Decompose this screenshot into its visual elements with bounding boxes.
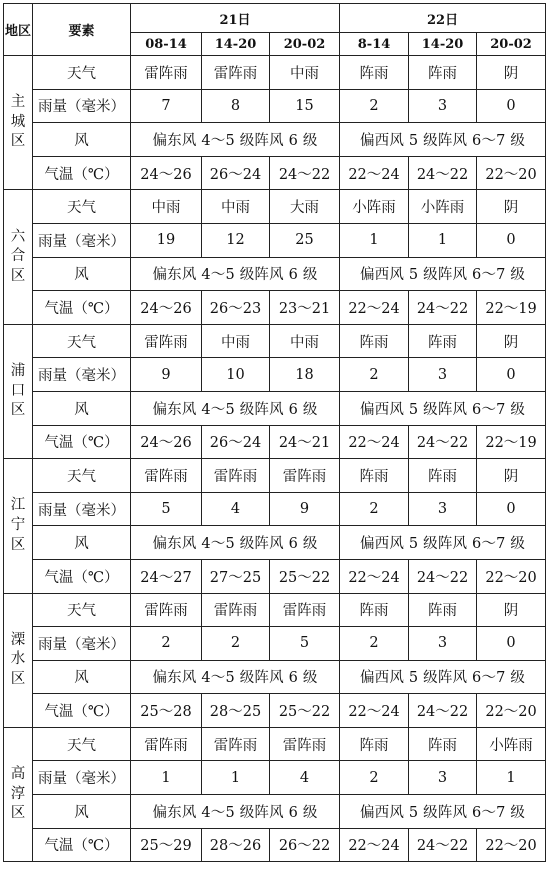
period-header: 20-02 [270, 33, 340, 56]
element-label-rain: 雨量（毫米） [33, 492, 131, 526]
period-header: 08-14 [131, 33, 202, 56]
element-label-temp: 气温（℃） [33, 156, 131, 190]
temp-cell: 24～22 [409, 291, 477, 325]
temp-cell: 22～20 [477, 559, 546, 593]
temp-cell: 22～24 [340, 694, 409, 728]
temp-row [4, 559, 546, 593]
element-label-temp: 气温（℃） [33, 694, 131, 728]
weather-cell: 雷阵雨 [131, 593, 202, 627]
weather-cell: 雷阵雨 [202, 593, 270, 627]
region-name-char: 宁 [10, 517, 26, 534]
temp-row [4, 156, 546, 190]
element-label-wind: 风 [33, 795, 131, 829]
weather-cell: 中雨 [202, 190, 270, 224]
element-label-temp: 气温（℃） [33, 828, 131, 862]
element-label-wind: 风 [33, 123, 131, 157]
weather-cell: 阴 [477, 56, 546, 90]
weather-cell: 雷阵雨 [131, 727, 202, 761]
temp-cell: 28～25 [202, 694, 270, 728]
temp-cell: 24～22 [270, 156, 340, 190]
weather-row [4, 593, 546, 627]
weather-cell: 阴 [477, 459, 546, 493]
element-label-weather: 天气 [33, 56, 131, 90]
temp-cell: 26～24 [202, 425, 270, 459]
temp-row [4, 694, 546, 728]
region-name [4, 190, 33, 324]
temp-row [4, 828, 546, 862]
temp-row [4, 291, 546, 325]
rain-cell: 4 [202, 492, 270, 526]
wind-cell-day22: 偏西风 5 级阵风 6～7 级 [340, 526, 546, 560]
element-label-weather: 天气 [33, 459, 131, 493]
region-name-char: 口 [10, 382, 26, 399]
temp-cell: 24～26 [131, 156, 202, 190]
weather-cell: 大雨 [270, 190, 340, 224]
weather-cell: 小阵雨 [409, 190, 477, 224]
element-label-rain: 雨量（毫米） [33, 223, 131, 257]
weather-cell: 雷阵雨 [202, 727, 270, 761]
region-name-char: 江 [10, 497, 26, 514]
weather-cell: 阵雨 [409, 459, 477, 493]
temp-cell: 24～22 [409, 694, 477, 728]
rain-cell: 1 [409, 223, 477, 257]
temp-cell: 22～20 [477, 828, 546, 862]
weather-cell: 中雨 [131, 190, 202, 224]
temp-cell: 24～26 [131, 291, 202, 325]
period-header: 14-20 [202, 33, 270, 56]
temp-cell: 27～25 [202, 559, 270, 593]
weather-cell: 阵雨 [409, 727, 477, 761]
region-name-char: 合 [10, 248, 26, 265]
weather-cell: 雷阵雨 [270, 459, 340, 493]
weather-cell: 小阵雨 [340, 190, 409, 224]
weather-cell: 阵雨 [409, 324, 477, 358]
element-label-rain: 雨量（毫米） [33, 761, 131, 795]
rain-row [4, 223, 546, 257]
region-name [4, 459, 33, 593]
weather-cell: 阵雨 [340, 56, 409, 90]
weather-row [4, 56, 546, 90]
region-name [4, 593, 33, 727]
weather-cell: 阴 [477, 593, 546, 627]
wind-cell-day22: 偏西风 5 级阵风 6～7 级 [340, 660, 546, 694]
region-name-char: 淳 [10, 785, 26, 802]
rain-cell: 4 [270, 761, 340, 795]
wind-row [4, 526, 546, 560]
region-name-text [4, 362, 32, 421]
weather-cell: 雷阵雨 [202, 56, 270, 90]
rain-cell: 3 [409, 492, 477, 526]
rain-cell: 2 [340, 627, 409, 661]
region-name-text [4, 765, 32, 824]
wind-row [4, 257, 546, 291]
element-label-rain: 雨量（毫米） [33, 89, 131, 123]
region-name-text [4, 93, 32, 152]
rain-cell: 0 [477, 627, 546, 661]
weather-cell: 小阵雨 [477, 727, 546, 761]
forecast-table [3, 3, 546, 862]
temp-cell: 24～26 [131, 425, 202, 459]
weather-cell: 雷阵雨 [131, 324, 202, 358]
region-name-text [4, 631, 32, 690]
region-name-char: 区 [10, 805, 26, 822]
region-name [4, 727, 33, 861]
element-label-rain: 雨量（毫米） [33, 358, 131, 392]
region-name-char: 六 [10, 228, 26, 245]
rain-cell: 3 [409, 627, 477, 661]
region-name-char: 溧 [10, 631, 26, 648]
region-name [4, 56, 33, 190]
wind-cell-day22: 偏西风 5 级阵风 6～7 级 [340, 391, 546, 425]
rain-cell: 12 [202, 223, 270, 257]
wind-row [4, 660, 546, 694]
element-label-temp: 气温（℃） [33, 425, 131, 459]
weather-row [4, 727, 546, 761]
temp-row [4, 425, 546, 459]
temp-cell: 22～24 [340, 559, 409, 593]
rain-cell: 9 [131, 358, 202, 392]
region-header: 地区 [4, 4, 33, 56]
region-name [4, 324, 33, 458]
weather-cell: 雷阵雨 [131, 459, 202, 493]
temp-cell: 24～21 [270, 425, 340, 459]
wind-cell-day21: 偏东风 4～5 级阵风 6 级 [131, 526, 340, 560]
temp-cell: 22～20 [477, 156, 546, 190]
rain-row [4, 358, 546, 392]
temp-cell: 22～24 [340, 156, 409, 190]
temp-cell: 24～22 [409, 156, 477, 190]
weather-cell: 阵雨 [409, 56, 477, 90]
element-label-temp: 气温（℃） [33, 291, 131, 325]
rain-cell: 1 [131, 761, 202, 795]
region-name-char: 水 [10, 651, 26, 668]
rain-cell: 15 [270, 89, 340, 123]
weather-cell: 雷阵雨 [131, 56, 202, 90]
weather-cell: 阵雨 [409, 593, 477, 627]
temp-cell: 26～24 [202, 156, 270, 190]
element-label-wind: 风 [33, 526, 131, 560]
period-header: 8-14 [340, 33, 409, 56]
weather-cell: 中雨 [270, 324, 340, 358]
header-row-days [4, 4, 546, 33]
rain-cell: 1 [202, 761, 270, 795]
wind-row [4, 795, 546, 829]
weather-row [4, 190, 546, 224]
element-label-rain: 雨量（毫米） [33, 627, 131, 661]
period-header: 20-02 [477, 33, 546, 56]
rain-row [4, 89, 546, 123]
temp-cell: 24～22 [409, 559, 477, 593]
weather-cell: 雷阵雨 [202, 459, 270, 493]
element-label-temp: 气温（℃） [33, 559, 131, 593]
temp-cell: 24～22 [409, 425, 477, 459]
temp-cell: 25～22 [270, 559, 340, 593]
rain-cell: 2 [202, 627, 270, 661]
temp-cell: 22～24 [340, 291, 409, 325]
temp-cell: 25～28 [131, 694, 202, 728]
region-name-char: 区 [10, 267, 26, 284]
wind-cell-day21: 偏东风 4～5 级阵风 6 级 [131, 391, 340, 425]
day-header-21: 21日 [131, 4, 340, 33]
wind-cell-day22: 偏西风 5 级阵风 6～7 级 [340, 795, 546, 829]
weather-cell: 中雨 [202, 324, 270, 358]
rain-cell: 19 [131, 223, 202, 257]
weather-cell: 阵雨 [340, 459, 409, 493]
period-header: 14-20 [409, 33, 477, 56]
rain-cell: 5 [131, 492, 202, 526]
rain-row [4, 627, 546, 661]
region-name-char: 主 [10, 94, 26, 111]
weather-cell: 雷阵雨 [270, 593, 340, 627]
rain-cell: 25 [270, 223, 340, 257]
rain-cell: 2 [340, 89, 409, 123]
rain-cell: 1 [477, 761, 546, 795]
rain-cell: 3 [409, 89, 477, 123]
region-name-char: 区 [10, 536, 26, 553]
rain-cell: 2 [131, 627, 202, 661]
rain-cell: 9 [270, 492, 340, 526]
element-label-weather: 天气 [33, 190, 131, 224]
region-name-text [4, 496, 32, 555]
weather-cell: 中雨 [270, 56, 340, 90]
wind-cell-day21: 偏东风 4～5 级阵风 6 级 [131, 795, 340, 829]
weather-cell: 雷阵雨 [270, 727, 340, 761]
rain-cell: 0 [477, 89, 546, 123]
rain-cell: 2 [340, 358, 409, 392]
rain-cell: 2 [340, 761, 409, 795]
wind-cell-day22: 偏西风 5 级阵风 6～7 级 [340, 123, 546, 157]
region-name-char: 城 [10, 113, 26, 130]
temp-cell: 22～19 [477, 425, 546, 459]
element-label-wind: 风 [33, 391, 131, 425]
wind-row [4, 123, 546, 157]
region-name-char: 浦 [10, 363, 26, 380]
rain-cell: 7 [131, 89, 202, 123]
temp-cell: 22～19 [477, 291, 546, 325]
element-label-weather: 天气 [33, 593, 131, 627]
element-label-wind: 风 [33, 660, 131, 694]
temp-cell: 22～24 [340, 828, 409, 862]
element-label-weather: 天气 [33, 727, 131, 761]
rain-cell: 0 [477, 223, 546, 257]
rain-row [4, 761, 546, 795]
weather-cell: 阵雨 [340, 727, 409, 761]
temp-cell: 26～22 [270, 828, 340, 862]
temp-cell: 25～22 [270, 694, 340, 728]
rain-row [4, 492, 546, 526]
temp-cell: 23～21 [270, 291, 340, 325]
weather-row [4, 459, 546, 493]
rain-cell: 1 [340, 223, 409, 257]
weather-cell: 阵雨 [340, 324, 409, 358]
temp-cell: 22～24 [340, 425, 409, 459]
temp-cell: 24～22 [409, 828, 477, 862]
temp-cell: 24～27 [131, 559, 202, 593]
element-label-weather: 天气 [33, 324, 131, 358]
rain-cell: 18 [270, 358, 340, 392]
rain-cell: 3 [409, 761, 477, 795]
weather-row [4, 324, 546, 358]
wind-cell-day21: 偏东风 4～5 级阵风 6 级 [131, 257, 340, 291]
rain-cell: 10 [202, 358, 270, 392]
temp-cell: 22～20 [477, 694, 546, 728]
rain-cell: 5 [270, 627, 340, 661]
temp-cell: 26～23 [202, 291, 270, 325]
weather-cell: 阴 [477, 190, 546, 224]
rain-cell: 0 [477, 358, 546, 392]
rain-cell: 0 [477, 492, 546, 526]
wind-cell-day21: 偏东风 4～5 级阵风 6 级 [131, 123, 340, 157]
region-name-char: 区 [10, 133, 26, 150]
temp-cell: 25～29 [131, 828, 202, 862]
weather-cell: 阵雨 [340, 593, 409, 627]
weather-cell: 阴 [477, 324, 546, 358]
rain-cell: 8 [202, 89, 270, 123]
wind-row [4, 391, 546, 425]
temp-cell: 28～26 [202, 828, 270, 862]
region-name-char: 区 [10, 670, 26, 687]
wind-cell-day21: 偏东风 4～5 级阵风 6 级 [131, 660, 340, 694]
wind-cell-day22: 偏西风 5 级阵风 6～7 级 [340, 257, 546, 291]
rain-cell: 2 [340, 492, 409, 526]
rain-cell: 3 [409, 358, 477, 392]
day-header-22: 22日 [340, 4, 546, 33]
region-name-char: 区 [10, 402, 26, 419]
region-name-text [4, 228, 32, 287]
element-header: 要素 [33, 4, 131, 56]
element-label-wind: 风 [33, 257, 131, 291]
region-name-char: 高 [10, 766, 26, 783]
forecast-body [4, 56, 546, 862]
